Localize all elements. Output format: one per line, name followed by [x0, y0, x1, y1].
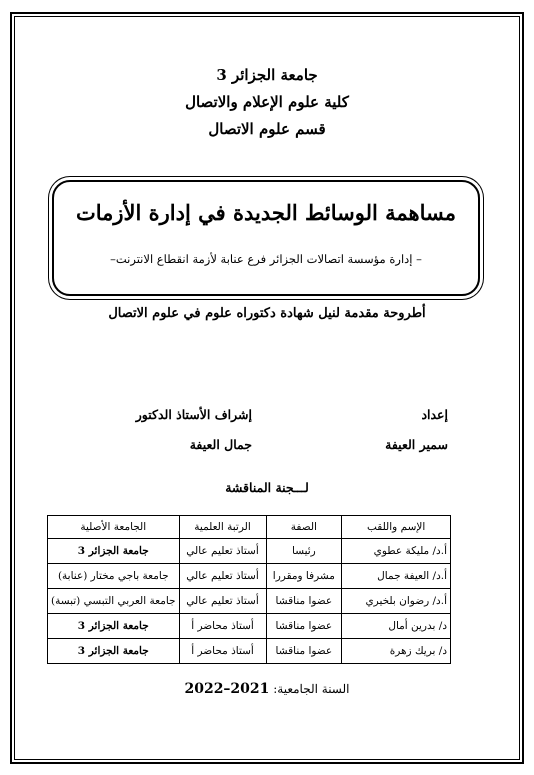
- member-university: جامعة باجي مختار (عنابة): [48, 564, 180, 589]
- member-role: عضوا مناقشا: [266, 614, 342, 639]
- header-rank: الرتبة العلمية: [179, 516, 266, 539]
- member-role: مشرفا ومقررا: [266, 564, 342, 589]
- member-role: عضوا مناقشا: [266, 589, 342, 614]
- supervisor-name: جمال العيفة: [189, 437, 252, 452]
- member-rank: أستاذ محاضر أ: [179, 614, 266, 639]
- table-row: [48, 614, 451, 639]
- member-university: جامعة العربي التبسي (تبسة): [48, 589, 180, 614]
- header-university: الجامعة الأصلية: [48, 516, 180, 539]
- member-name: أ.د/ رضوان بلخيري: [342, 589, 451, 614]
- member-role: رئيسا: [266, 539, 342, 564]
- member-name: د/ بدرين أمال: [342, 614, 451, 639]
- table-row: [48, 639, 451, 664]
- member-name: أ.د/ مليكة عطوي: [342, 539, 451, 564]
- prepared-by-label: إعداد: [421, 407, 448, 422]
- thesis-subtitle: – إدارة مؤسسة اتصالات الجزائر فرع عنابة لأزمة انقطاع الانترنت–: [110, 252, 422, 266]
- member-name: أ.د/ العيفة جمال: [342, 564, 451, 589]
- table-header-row: [48, 516, 451, 539]
- faculty-name: كلية علوم الإعلام والاتصال: [185, 93, 349, 111]
- university-name: جامعة الجزائر 3: [216, 66, 318, 84]
- member-university: جامعة الجزائر 3: [48, 614, 180, 639]
- member-rank: أستاذ محاضر أ: [179, 639, 266, 664]
- academic-year-label: السنة الجامعية:: [273, 682, 350, 696]
- prepared-by-name: سمير العيفة: [385, 437, 448, 452]
- supervisor-label: إشراف الأستاذ الدكتور: [135, 407, 252, 422]
- thesis-statement: أطروحة مقدمة لنيل شهادة دكتوراه علوم في علوم الاتصال: [108, 306, 426, 321]
- academic-year: [0, 681, 534, 697]
- member-rank: أستاذ تعليم عالي: [179, 539, 266, 564]
- committee-table: [47, 515, 451, 664]
- table-row: [48, 564, 451, 589]
- member-university: جامعة الجزائر 3: [48, 539, 180, 564]
- institution-header: [0, 62, 534, 143]
- member-rank: أستاذ تعليم عالي: [179, 564, 266, 589]
- header-name: الإسم واللقب: [342, 516, 451, 539]
- member-rank: أستاذ تعليم عالي: [179, 589, 266, 614]
- member-role: عضوا مناقشا: [266, 639, 342, 664]
- supervisor-block: [92, 400, 252, 460]
- department-name: قسم علوم الاتصال: [208, 120, 326, 138]
- member-name: د/ بريك زهرة: [342, 639, 451, 664]
- table-row: [48, 539, 451, 564]
- prepared-by-block: [385, 400, 448, 460]
- thesis-title: مساهمة الوسائط الجديدة في إدارة الأزمات: [75, 200, 457, 225]
- table-row: [48, 589, 451, 614]
- committee-title: لـــجنة المناقشة: [225, 480, 309, 495]
- header-role: الصفة: [266, 516, 342, 539]
- academic-year-value: 2022–2021: [184, 681, 270, 697]
- title-box: [52, 180, 480, 296]
- member-university: جامعة الجزائر 3: [48, 639, 180, 664]
